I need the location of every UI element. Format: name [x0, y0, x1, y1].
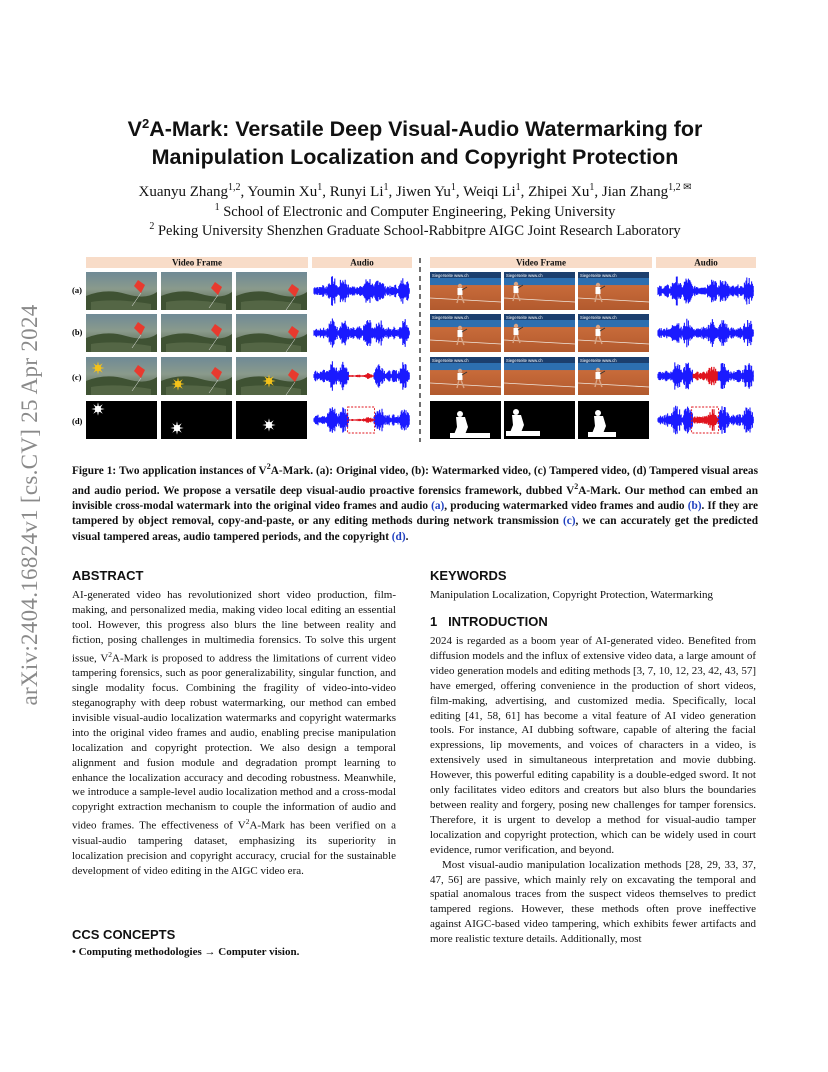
author-affiliation-mark: 1	[317, 182, 323, 193]
row-label-c: (c)	[72, 372, 82, 382]
right-audio-waveform-b	[658, 319, 754, 347]
row-label-b: (b)	[72, 327, 83, 337]
right-audio-waveform-a	[658, 277, 754, 306]
right-frame-r1-c3	[578, 272, 649, 310]
abstract-body: AI-generated video has revolutionized short video production, film-making, and personalized media, making video local editing an essential tool. However, this progress also blurs the line between reality and fiction, posing challenges in multimedia forensics. To solve this urgent issue, $V^2A$-Mark is proposed to address the limitations of current video tampering forensics, such as poor generalizability, singular function, and single modality focus. Combining the fragility of video-into-video steganography with deep robust watermarking, our method can embed invisible visual-audio localization watermarks and copyright watermarks into the original video frames and audio, enabling precise manipulation localization and copyright protection. We also design a temporal alignment and fusion module and degradation prompt learning to enhance the localization accuracy and decoding robustness. Meanwhile, we introduce a sample-level audio localization method and a cross-modal copyright extraction mechanism to couple the information of audio and video frames. The effectiveness of $V^2A$-Mark has been verified on a visual-audio tampering dataset, emphasizing its superiority in localization precision and copyright accuracy, crucial for the sustainable development of video editing in the AIGC video era.	[72, 589, 396, 877]
author: Runyi Li	[329, 184, 384, 200]
intro-body	[430, 634, 756, 947]
author: Weiqi Li	[463, 184, 516, 200]
ccs-heading: CCS CONCEPTS	[72, 927, 176, 942]
caption-ref-c[interactable]: (c)	[562, 515, 576, 528]
left-frame-r2-c3	[236, 314, 307, 352]
sun-icon	[91, 361, 104, 374]
right-frame-r1-c1	[430, 272, 501, 310]
right-frame-r4-c1	[430, 401, 501, 439]
ccs-text: • Computing methodologies → Computer vision.	[72, 946, 300, 958]
right-frame-r3-c3	[578, 357, 649, 395]
left-frame-r3-c1	[86, 357, 157, 395]
right-frame-r3-c2	[504, 357, 575, 395]
author-list: Xuanyu Zhang$^{1,2}$, Youmin Xu$^1$, Runyi Li$^1$, Jiwen Yu$^1$, Weiqi Li$^1$, Zhipei Xu$^1$, Jian Zhang$^{1,2 ✉}$	[138, 182, 692, 200]
abstract-heading: ABSTRACT	[72, 568, 144, 583]
intro-paragraph-1: 2024 is regarded as a boom year of AI-generated video. Benefited from diffusion models and the influx of extensive video data, a large amount of video generation models and editing methods [3, 7, 10, 12, 23, 42, 43, 57] have emerged, offering convenience in the production of short videos, film-making, advertising, and customized media. Specifically, local editing [41, 58, 61] has become a vital feature of AI video generation tools. For instance, AI dubbing software, capable of altering the facial expressions, lip movements, and voices of characters in a video, is extensively used in simultaneous interpretation and movie dubbing. However, this powerful editing capability is a double-edged sword. It not only facilitates video editors and creators but also blurs the boundaries between reality and forgery, posing new challenges for tamper forensics. Therefore, it is urgent to develop a method for visual-audio tamper localization and copyright protection, which can be widely used in court evidence, rumor verification, and beyond.	[430, 635, 756, 856]
caption-ref-a[interactable]: (a)	[431, 500, 445, 513]
author-affiliation-mark: 1	[383, 182, 389, 193]
left-audio-waveform-a	[314, 276, 410, 306]
right-frame-r4-c2	[504, 401, 575, 439]
paper-title: $V^2A$-Mark: Versatile Deep Visual-Audio Watermarking for Manipulation Localization and Copyright Protection	[127, 116, 703, 170]
sun-icon	[262, 374, 275, 387]
figure-1	[72, 254, 762, 446]
author: Youmin Xu	[247, 184, 318, 200]
left-frame-r4-c3	[236, 401, 307, 439]
sun-icon	[171, 377, 184, 390]
tamper-mask-icon	[91, 402, 104, 415]
author-affiliation-mark: 1,2	[228, 182, 241, 193]
billboard-text: Siegerseite www.ch	[580, 273, 617, 278]
left-frame-r3-c2	[161, 357, 232, 395]
right-frame-r2-c3	[578, 314, 649, 352]
billboard-text: Siegerseite www.ch	[506, 273, 543, 278]
left-frame-r1-c3	[236, 272, 307, 310]
header-video-frame-right-label: Video Frame	[516, 257, 566, 268]
author: Zhipei Xu	[528, 184, 590, 200]
right-frame-r4-c3	[578, 401, 649, 439]
author-affiliation-mark: 1	[515, 182, 521, 193]
row-label-d: (d)	[72, 416, 83, 426]
billboard-text: Siegerseite www.ch	[580, 358, 617, 363]
right-audio-waveform-d	[658, 406, 754, 435]
affiliation-2: $^2$ Peking University Shenzhen Graduate School-Rabbitpre AIGC Joint Research Laboratory	[149, 221, 681, 239]
author-affiliation-mark: 1,2 ✉	[668, 182, 692, 193]
header-audio-left-label: Audio	[350, 257, 374, 268]
left-frame-r2-c2	[161, 314, 232, 352]
tamper-mask-icon	[170, 421, 183, 434]
caption-ref-d[interactable]: (d)	[391, 530, 406, 543]
row-label-a: (a)	[72, 285, 82, 295]
billboard-text: Siegerseite www.ch	[580, 315, 617, 320]
author: Jian Zhang	[601, 184, 669, 200]
author-affiliation-mark: 1	[589, 182, 595, 193]
right-audio-waveform-c	[658, 362, 754, 389]
billboard-text: Siegerseite www.ch	[506, 358, 543, 363]
left-audio-waveform-b	[314, 319, 410, 348]
left-frame-r1-c2	[161, 272, 232, 310]
left-frame-r4-c2	[161, 401, 232, 439]
right-frame-r3-c1	[430, 357, 501, 395]
author: Jiwen Yu	[396, 184, 451, 200]
tamper-mask-icon	[262, 418, 275, 431]
author: Xuanyu Zhang	[138, 184, 229, 200]
figure-caption: Figure 1: Two application instances of $V^2A$-Mark. (a): Original video, (b): Watermarked video, (c) Tampered video, (d) Tampered visual areas and audio period. We propose a versatile deep visual-audio proactive forensics framework, dubbed $V^2A$-Mark. Our method can embed an invisible cross-modal watermark into the original video frames and audio (a), producing watermarked video frames and audio (b). If they are tampered by object removal, copy-and-paste, or any editing methods during network transmission (c), we can accurately get the predicted visual tampered areas, audio tampered periods, and the copyright (d).	[72, 462, 758, 543]
left-frame-r2-c1	[86, 314, 157, 352]
left-audio-waveform-d	[314, 407, 410, 433]
header-video-frame-left-label: Video Frame	[172, 257, 222, 268]
billboard-text: Siegerseite www.ch	[432, 315, 469, 320]
right-frame-r2-c2	[504, 314, 575, 352]
billboard-text: Siegerseite www.ch	[432, 273, 469, 278]
header-audio-right-label: Audio	[694, 257, 718, 268]
intro-heading: 1 INTRODUCTION	[430, 614, 548, 629]
author-affiliation-mark: 1	[450, 182, 456, 193]
billboard-text: Siegerseite www.ch	[506, 315, 543, 320]
right-frame-r1-c2	[504, 272, 575, 310]
left-audio-waveform-c	[314, 361, 410, 391]
intro-paragraph-2: Most visual-audio manipulation localization methods [28, 29, 33, 37, 47, 56] are passive, which mainly rely on excavating the temporal and spatial anomalous traces from the suspect videos themselves to predict tampered regions. However, these methods often prove ineffective against AIGC-based video tampering, which exhibits fewer artifacts and more realistic texture details. Additionally, most	[430, 858, 756, 946]
caption-ref-b[interactable]: (b)	[687, 500, 702, 513]
affiliation-1: $^1$ School of Electronic and Computer Engineering, Peking University	[214, 202, 616, 220]
billboard-text: Siegerseite www.ch	[432, 358, 469, 363]
right-frame-r2-c1	[430, 314, 501, 352]
keywords-text: Manipulation Localization, Copyright Protection, Watermarking	[430, 589, 714, 601]
arxiv-sidebar	[8, 270, 52, 740]
arxiv-id: arXiv:2404.16824v1 [cs.CV] 25 Apr 2024	[17, 304, 42, 706]
keywords-heading: KEYWORDS	[430, 568, 507, 583]
left-frame-r1-c1	[86, 272, 157, 310]
left-frame-r3-c3	[236, 357, 307, 395]
